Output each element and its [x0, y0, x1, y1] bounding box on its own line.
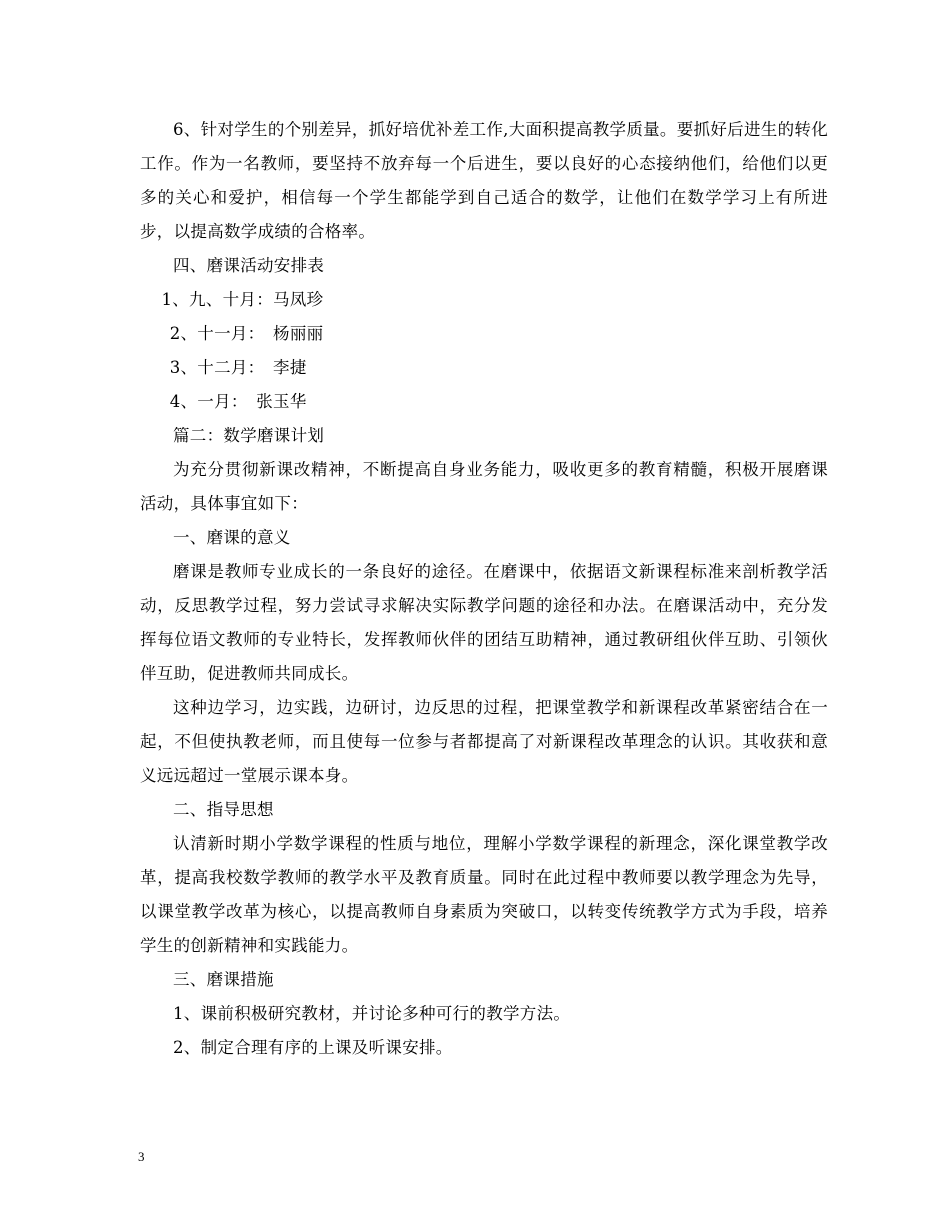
measure-item-2: 2、制定合理有序的上课及听课安排。: [173, 1038, 453, 1057]
document-body: [140, 113, 828, 1065]
schedule-item-2: 2、十一月： 杨丽丽: [169, 324, 324, 343]
paragraph-guiding-thought: 认清新时期小学数学课程的性质与地位，理解小学数学课程的新理念，深化课堂教学改革，提高我校数学教师的教学水平及教育质量。同时在此过程中教师要以教学理念为先导，以课堂教学改革为核心，以提高教师自身素质为突破口，以转变传统教学方式为手段，培养学生的创新精神和实践能力。: [140, 834, 828, 955]
schedule-item-3: 3、十二月： 李捷: [169, 358, 307, 377]
paragraph-item-6: 6、针对学生的个别差异，抓好培优补差工作,大面积提高教学质量。要抓好后进生的转化工作。作为一名教师，要坚持不放弃每一个后进生，要以良好的心态接纳他们，给他们以更多的关心和爱护，相信每一个学生都能学到自己适合的数学，让他们在数学学习上有所进步，以提高数学成绩的合格率。: [140, 120, 828, 241]
section-heading-guiding-thought: 二、指导思想: [173, 800, 274, 819]
section-heading-measures: 三、磨课措施: [173, 970, 274, 989]
paragraph-meaning-1: 磨课是教师专业成长的一条良好的途径。在磨课中，依据语文新课程标准来剖析教学活动，反思教学过程，努力尝试寻求解决实际教学问题的途径和办法。在磨课活动中，充分发挥每位语文教师的专业特长，发挥教师伙伴的团结互助精神，通过教研组伙伴互助、引领伙伴互助，促进教师共同成长。: [140, 562, 828, 683]
section-heading-meaning: 一、磨课的意义: [173, 528, 291, 547]
article-title-part-two: 篇二：数学磨课计划: [173, 426, 325, 445]
paragraph-meaning-2: 这种边学习，边实践，边研讨，边反思的过程，把课堂教学和新课程改革紧密结合在一起，不但使执教老师，而且使每一位参与者都提高了对新课程改革理念的认识。其收获和意义远远超过一堂展示课本身。: [140, 698, 828, 785]
schedule-item-1: 1、九、十月：马凤珍: [161, 290, 324, 309]
section-heading-schedule: 四、磨课活动安排表: [173, 256, 325, 275]
page-number: 3: [138, 1149, 145, 1164]
paragraph-intro: 为充分贯彻新课改精神，不断提高自身业务能力，吸收更多的教育精髓，积极开展磨课活动，具体事宜如下：: [140, 460, 828, 513]
schedule-item-4: 4、一月： 张玉华: [169, 392, 307, 411]
measure-item-1: 1、课前积极研究教材，并讨论多种可行的教学方法。: [173, 1004, 571, 1023]
